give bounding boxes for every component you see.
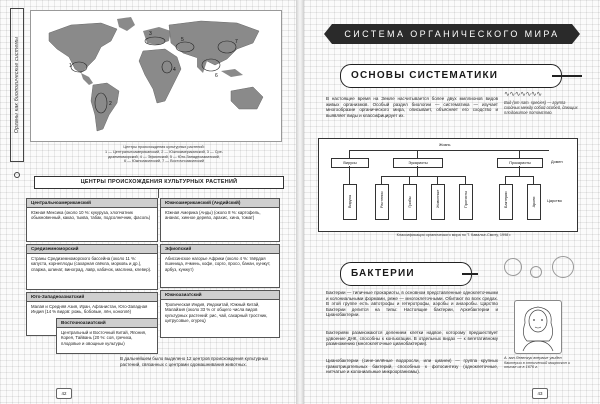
world-map [30, 10, 282, 142]
species-note: Вид (от лат. species) — группа сходных между собой особей, дающих плодовитое потомство. [504, 100, 578, 115]
map-label-3: 3 [149, 31, 152, 37]
centers-title: ЦЕНТРЫ ПРОИСХОЖДЕНИЯ КУЛЬТУРНЫХ РАСТЕНИЙ [34, 176, 284, 189]
node-plants: Растения [375, 184, 389, 220]
banner-corner-right [572, 24, 580, 44]
center-box-sw-asian: Юго-Западноазиатский Малая и Средняя Азия, Иран, Афганистан, Юго-Западная Индия (14 % видов: рожь, бобовые, лён, коноплё) [26, 292, 158, 336]
node-prokaryotes: Прокариоты [497, 158, 543, 168]
diagram-line [519, 166, 520, 176]
node-archaea: Археи [527, 184, 541, 220]
heading-bacteria: БАКТЕРИИ [340, 262, 472, 286]
map-label-2: 2 [109, 101, 112, 107]
center-box-south-american: Южноамериканский (Андийский) Южная Америка (Анды) (около 8 %: картофель, ананас, хинное дерево, арахис, хина, томат) [160, 198, 280, 242]
heading-rule [552, 75, 582, 77]
map-label-1: 1 [69, 63, 72, 69]
node-fungi: Грибы [403, 184, 417, 220]
portrait-caption: А. ван Левенгук впервые увидел бактерии в оптический микроскоп и описал их в 1676 г. [504, 356, 571, 370]
page-number-right: 43 [532, 388, 548, 399]
connector [158, 188, 159, 198]
map-label-4: 4 [173, 67, 176, 73]
diagram-line [437, 176, 438, 184]
heading-systematics: ОСНОВЫ СИСТЕМАТИКИ [340, 64, 562, 88]
center-box-mediterranean: Средиземноморский Страны Средиземноморского бассейна (около 11 %: капуста, корнеплоды (сахарная свёкла, морковь и др.), спаржа, шпинат, виноград, лавр, кабачок, маслина, клевер). [26, 244, 158, 290]
node-animals: Животные [431, 184, 445, 220]
closing-paragraph: В дальнейшем было выделено 12 центров происхождения культурных растений, связанных с центрами одомашнивания животных. [120, 356, 269, 367]
diagram-caption: Классификация органического мира по Т. Кавалье-Смиту, 1998 г. [396, 233, 512, 237]
bacteria-paragraph-2: Бактериям размножаются делением клетки надвое, которому предшествует удвоение ДНК, способны к конъюгации. В отдельных видах — к вегетативному размножению (многоклеточные цианобактерии). [326, 330, 498, 347]
center-box-central-american: Центральноамериканский Южная Мексика (около 10 %: кукуруза, хлопчатник обыкновенный, какао, тыква, табак, подсолнечник, фасоль) [26, 198, 158, 242]
bacteria-doodle [552, 256, 574, 278]
center-box-east-asian: Восточноазиатский Центральный и Восточный Китай, Япония, Корея, Тайвань (20 %: соя, гречиха, плодовые и овощные культуры) [56, 318, 158, 354]
node-bacteria: Бактерии [499, 184, 513, 220]
diagram-line [417, 166, 418, 176]
book-gutter [296, 0, 304, 404]
diagram-line [381, 176, 465, 177]
label-kingdom: Царство [547, 199, 562, 203]
bacteria-doodle [530, 266, 542, 278]
bacteria-paragraph-1: Бактерии — типичные прокариоты, в основном представленные одноклеточными и колониальными формами, реже — многоклеточными. Обитают во всех средах. В этой группе есть автотрофы и гетеротрофы, аэробы и анаэробы. Царство Бактерии делится на типы: Настоящие бактерии, Архебактерии и Цианобактерии. [326, 290, 498, 318]
chapter-banner: СИСТЕМА ОРГАНИЧЕСКОГО МИРА [332, 24, 572, 44]
node-protists: Протисты [459, 184, 473, 220]
left-page [0, 0, 296, 404]
wavy-decoration: ∿∿∿∿∿∿∿ [504, 91, 542, 98]
node-eukaryotes: Эукариоты [393, 158, 443, 168]
center-box-ethiopian: Эфиопский Абиссинское нагорье Африки (около 4 %: твёрдая пшеница, ячмень, кофе, сорго, просо, банан, кунжут, арбуз, кунжут) [160, 244, 280, 288]
label-domain: Домен [551, 160, 563, 164]
diagram-line [349, 150, 350, 158]
map-label-5: 5 [181, 37, 184, 43]
intro-paragraph: В настоящее время на Земле насчитывается более двух миллионов видов живых организмов. Особый раздел биологии — систематика — изучает многообразие органического мира, описывает, объясняет его сходство и выявляет виды и классифицирует их. [326, 96, 498, 118]
diagram-line [505, 176, 506, 184]
leeuwenhoek-portrait [514, 300, 562, 354]
map-caption: Центры происхождения культурных растений: 1 — Центральноамериканский, 2 — Южноамериканский, 3 — Сре- диземноморский, 4 — Эфиопский, 5 — Юго-Западноазиатский, 6 — Южноазиатский, 7 — Восточноазиатский [104, 145, 224, 164]
center-box-south-asian: Южноазиатский Тропическая Индия, Индокитай, Южный Китай, Малайзия (около 33 % от общего числа видов культурных растений: рис, чай, сахарный тростник, цитрусовые, огурец) [160, 290, 280, 338]
pin-icon [14, 172, 20, 178]
diagram-line [533, 176, 534, 184]
diagram-line [519, 150, 520, 158]
heading-rule [462, 273, 478, 275]
page-number-left: 42 [56, 388, 72, 399]
banner-corner-left [324, 24, 332, 44]
right-page [304, 0, 600, 404]
diagram-root: Жизнь [439, 143, 451, 147]
diagram-line [349, 166, 350, 184]
world-map-graphic [31, 11, 281, 141]
diagram-line [381, 176, 382, 184]
diagram-line [505, 176, 533, 177]
node-viruses: Вирусы [331, 158, 369, 168]
cyanobacteria-paragraph: Цианобактерии (сине-зелёные водоросли, или цианеи) — группа крупных грамотрицательных бактерий, способных к фотосинтезу (одноклеточные, нитчатые и колониальные микроорганизмы). [326, 358, 498, 375]
map-label-7: 7 [235, 39, 238, 45]
bacteria-doodle [504, 258, 522, 276]
side-label: Органы как биологические системы [10, 8, 24, 162]
map-label-6: 6 [215, 73, 218, 79]
classification-diagram [318, 138, 578, 232]
diagram-line [409, 176, 410, 184]
diagram-line [417, 150, 418, 158]
diagram-line [465, 176, 466, 184]
portrait-icon [515, 301, 561, 353]
node-virus-kingdom: Вирусы [343, 184, 357, 220]
